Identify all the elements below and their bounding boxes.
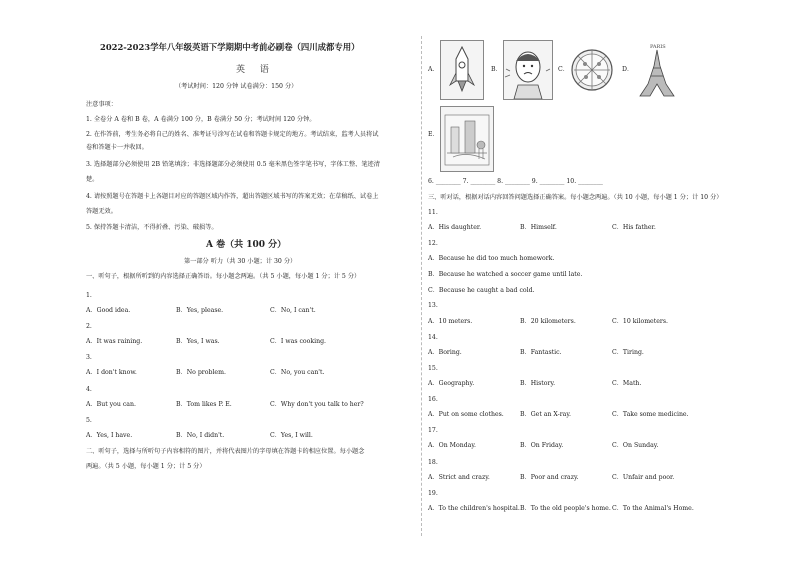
question-number: 16.	[428, 396, 438, 403]
option-c[interactable]: C．10 kilometers.	[612, 318, 668, 325]
option-a[interactable]: A．Because he did too much homework.	[428, 255, 555, 262]
option-a[interactable]: A．To the children's hospital.	[428, 505, 520, 512]
sick-person-picture	[503, 40, 553, 100]
question-number: 18.	[428, 459, 438, 466]
question-number: 15.	[428, 365, 438, 372]
question-number: 3.	[86, 354, 92, 361]
option-a[interactable]: A．10 meters.	[428, 318, 473, 325]
option-c[interactable]: C．Unfair and poor.	[612, 474, 675, 481]
option-b[interactable]: B．Fantastic.	[520, 349, 562, 356]
part1-heading: 第一部分 听力（共 30 小题；计 30 分）	[184, 258, 297, 265]
option-c[interactable]: C．Tiring.	[612, 349, 644, 356]
subject-title: 英 语	[236, 65, 275, 75]
question-number: 19.	[428, 490, 438, 497]
option-a[interactable]: A．Boring.	[428, 349, 462, 356]
picture-label-a: A．	[428, 66, 439, 73]
option-c[interactable]: C．On Sunday.	[612, 442, 659, 449]
option-b[interactable]: B．Himself.	[520, 224, 557, 231]
option-c[interactable]: C．Math.	[612, 380, 642, 387]
option-b[interactable]: B．Poor and crazy.	[520, 474, 579, 481]
rocket-picture	[440, 40, 484, 100]
option-b[interactable]: B．20 kilometers.	[520, 318, 576, 325]
question-number: 1.	[86, 292, 92, 299]
option-b[interactable]: B．Get an X-ray.	[520, 411, 571, 418]
option-c[interactable]: C．No, you can't.	[270, 369, 325, 376]
section2-instruction-cont: 两遍。（共 5 小题，每小题 1 分；计 5 分）	[86, 463, 206, 470]
exam-info: （考试时间：120 分钟 试卷满分：150 分）	[175, 83, 298, 90]
option-a[interactable]: A．But you can.	[86, 401, 136, 408]
question-number: 14.	[428, 334, 438, 341]
option-b[interactable]: B．To the old people's home.	[520, 505, 611, 512]
answer-blanks: 6. ________ 7. ________ 8. ________ 9. ________ 10. ________	[428, 178, 603, 185]
option-c[interactable]: C．Take some medicine.	[612, 411, 689, 418]
option-c[interactable]: C．His father.	[612, 224, 656, 231]
option-c[interactable]: C．I was cooking.	[270, 338, 327, 345]
section2-instruction: 二、听句子，选择与所听句子内容相符的图片，并将代表图片的字母填在答题卡的相应位置。每小题念	[86, 448, 365, 455]
question-number: 11.	[428, 209, 438, 216]
option-a[interactable]: A．On Monday.	[428, 442, 477, 449]
option-a[interactable]: A．Strict and crazy.	[428, 474, 490, 481]
question-number: 2.	[86, 323, 92, 330]
option-b[interactable]: B．Tom likes P. E.	[176, 401, 232, 408]
option-a[interactable]: A．It was raining.	[86, 338, 143, 345]
note-line: 卷和答题卡一并收回。	[86, 144, 148, 151]
note-line: 答题无效。	[86, 208, 117, 215]
note-line: 4. 请按照题号在答题卡上各题目对应的答题区域内作答，超出答题区域书写的答案无效；在草稿纸、试卷上	[86, 193, 379, 200]
option-a[interactable]: A．Good idea.	[86, 307, 131, 314]
note-line: 3. 选择题部分必须使用 2B 铅笔填涂；非选择题部分必须使用 0.5 毫米黑色签字笔书写，字体工整、笔迹清	[86, 161, 380, 168]
section3-instruction: 三、听对话，根据对话内容回答问题选择正确答案。每小题念两遍。（共 10 小题，每小题 1 分；计 10 分）	[428, 194, 723, 201]
section-a-title: A 卷（共 100 分）	[206, 240, 287, 250]
paris-text: PARIS	[650, 44, 666, 50]
option-a[interactable]: A．Put on some clothes.	[428, 411, 504, 418]
section1-instruction: 一、听句子，根据所听到的内容选择正确答语。每小题念两遍。（共 5 小题，每小题 1 分；计 5 分）	[86, 273, 361, 280]
option-a[interactable]: A．His daughter.	[428, 224, 482, 231]
option-b[interactable]: B．Because he watched a soccer game until late.	[428, 271, 583, 278]
picture-label-e: E．	[428, 131, 439, 138]
note-line: 2. 在作答前，考生务必将自己的姓名、准考证号涂写在试卷和答题卡规定的地方。考试结束，监考人员将试	[86, 131, 379, 138]
question-number: 13.	[428, 302, 438, 309]
eiffel-tower-picture	[634, 40, 680, 98]
option-b[interactable]: B．On Friday.	[520, 442, 564, 449]
option-c[interactable]: C．No, I can't.	[270, 307, 316, 314]
option-b[interactable]: B．No, I didn't.	[176, 432, 225, 439]
option-b[interactable]: B．Yes, please.	[176, 307, 224, 314]
picture-label-c: C．	[558, 66, 569, 73]
question-number: 12.	[428, 240, 438, 247]
option-a[interactable]: A．I don't know.	[86, 369, 137, 376]
question-number: 5.	[86, 417, 92, 424]
option-b[interactable]: B．Yes, I was.	[176, 338, 220, 345]
pizza-picture	[570, 44, 614, 96]
option-c[interactable]: C．Yes, I will.	[270, 432, 313, 439]
notes-heading: 注意事项：	[86, 101, 117, 108]
question-number: 17.	[428, 427, 438, 434]
note-line: 5. 保持答题卡清洁，不得折叠、污染、破损等。	[86, 224, 218, 231]
picture-label-d: D．	[622, 66, 634, 73]
note-line: 楚。	[86, 176, 99, 183]
option-a[interactable]: A．Yes, I have.	[86, 432, 133, 439]
option-c[interactable]: C．Why don't you talk to her?	[270, 401, 364, 408]
note-line: 1. 全卷分 A 卷和 B 卷，A 卷满分 100 分，B 卷满分 50 分；考试时间 120 分钟。	[86, 116, 316, 123]
option-c[interactable]: C．Because he caught a bad cold.	[428, 287, 535, 294]
question-number: 4.	[86, 386, 92, 393]
street-scene-picture	[440, 106, 494, 172]
option-c[interactable]: C．To the Animal's Home.	[612, 505, 694, 512]
column-divider	[421, 36, 422, 536]
exam-title: 2022-2023学年八年级英语下学期期中考前必刷卷（四川成都专用）	[100, 42, 360, 52]
option-a[interactable]: A．Geography.	[428, 380, 475, 387]
option-b[interactable]: B．History.	[520, 380, 556, 387]
picture-label-b: B．	[491, 66, 502, 73]
option-b[interactable]: B．No problem.	[176, 369, 226, 376]
